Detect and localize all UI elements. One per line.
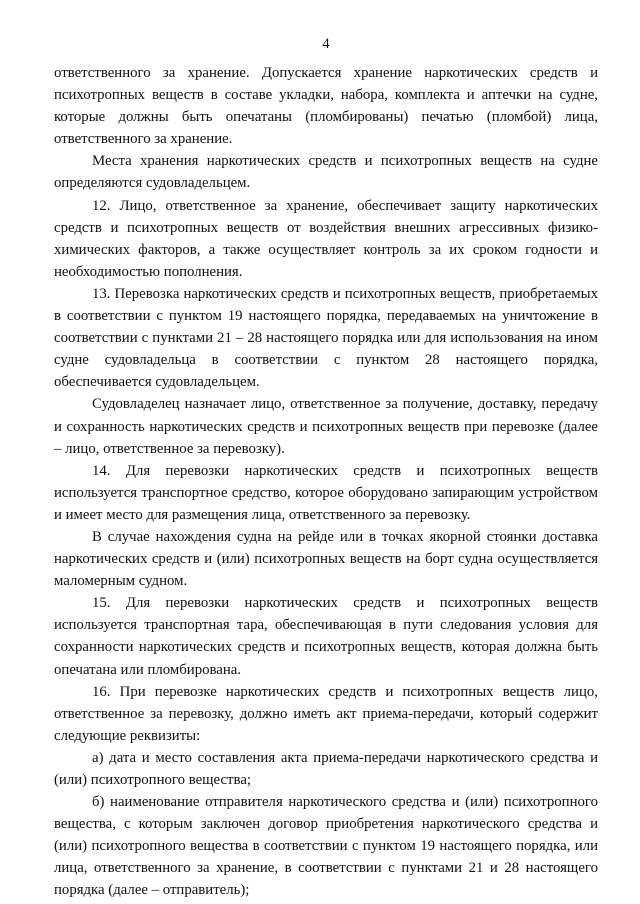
page-number: 4 bbox=[322, 36, 330, 52]
paragraph-item-15: 15. Для перевозки наркотических средств и психотропных веществ используется транспортная тара, обеспечивающая в пути следования условия для сохранности наркотических средств и психотропных веществ, которая должна быть опечатана или пломбирована. bbox=[54, 595, 598, 678]
paragraph-item-12: 12. Лицо, ответственное за хранение, обеспечивает защиту наркотических средств и психотропных веществ от воздействия внешних агрессивных физико-химических факторов, а также осуществляет контроль за их сроком годности и необходимостью пополнения. bbox=[54, 197, 598, 280]
paragraph-item-16-b: б) наименование отправителя наркотического средства и (или) психотропного вещества, с которым заключен договор приобретения наркотического средства и (или) психотропного вещества в соответствии с пунктом 19 настоящего порядка, или лица, ответственного за хранение, в соответствии с пунктами 21 и 28 настоящего порядка (далее – отправитель); bbox=[54, 794, 598, 899]
paragraph-item-16: 16. При перевозке наркотических средств и психотропных веществ лицо, ответственное за перевозку, должно иметь акт приема-передачи, который содержит следующие реквизиты: bbox=[54, 683, 598, 744]
paragraph-storage-continuation: ответственного за хранение. Допускается хранение наркотических средств и психотропных веществ в составе укладки, набора, комплекта и аптечки на судне, которые должны быть опечатаны (пломбированы) печатью (пломбой) лица, ответственного за хранение. bbox=[54, 65, 598, 148]
paragraph-roadstead-delivery: В случае нахождения судна на рейде или в точках якорной стоянки доставка наркотических средств и (или) психотропных веществ на борт судна осуществляется маломерным судном. bbox=[54, 528, 598, 590]
paragraph-shipowner-appoints: Судовладелец назначает лицо, ответственное за получение, доставку, передачу и сохранность наркотических средств и психотропных веществ при перевозке (далее – лицо, ответственное за перевозку). bbox=[54, 396, 598, 457]
paragraph-item-13: 13. Перевозка наркотических средств и психотропных веществ, приобретаемых в соответствии с пунктом 19 настоящего порядка, передаваемых на уничтожение в соответствии с пунктами 21 – 28 настоящего порядка или для использования на ином судне судовладельца в соответствии с пунктом 28 настоящего порядка, обеспечивается судовладельцем. bbox=[54, 285, 598, 391]
paragraph-item-14: 14. Для перевозки наркотических средств и психотропных веществ используется транспортное средство, которое оборудовано запирающим устройством и имеет место для размещения лица, ответственного за перевозку. bbox=[54, 462, 598, 523]
paragraph-storage-places: Места хранения наркотических средств и психотропных веществ на судне определяются судовладельцем. bbox=[54, 153, 598, 192]
document-body bbox=[54, 62, 598, 902]
paragraph-item-16-a: а) дата и место составления акта приема-передачи наркотического средства и (или) психотропного вещества; bbox=[54, 749, 598, 788]
